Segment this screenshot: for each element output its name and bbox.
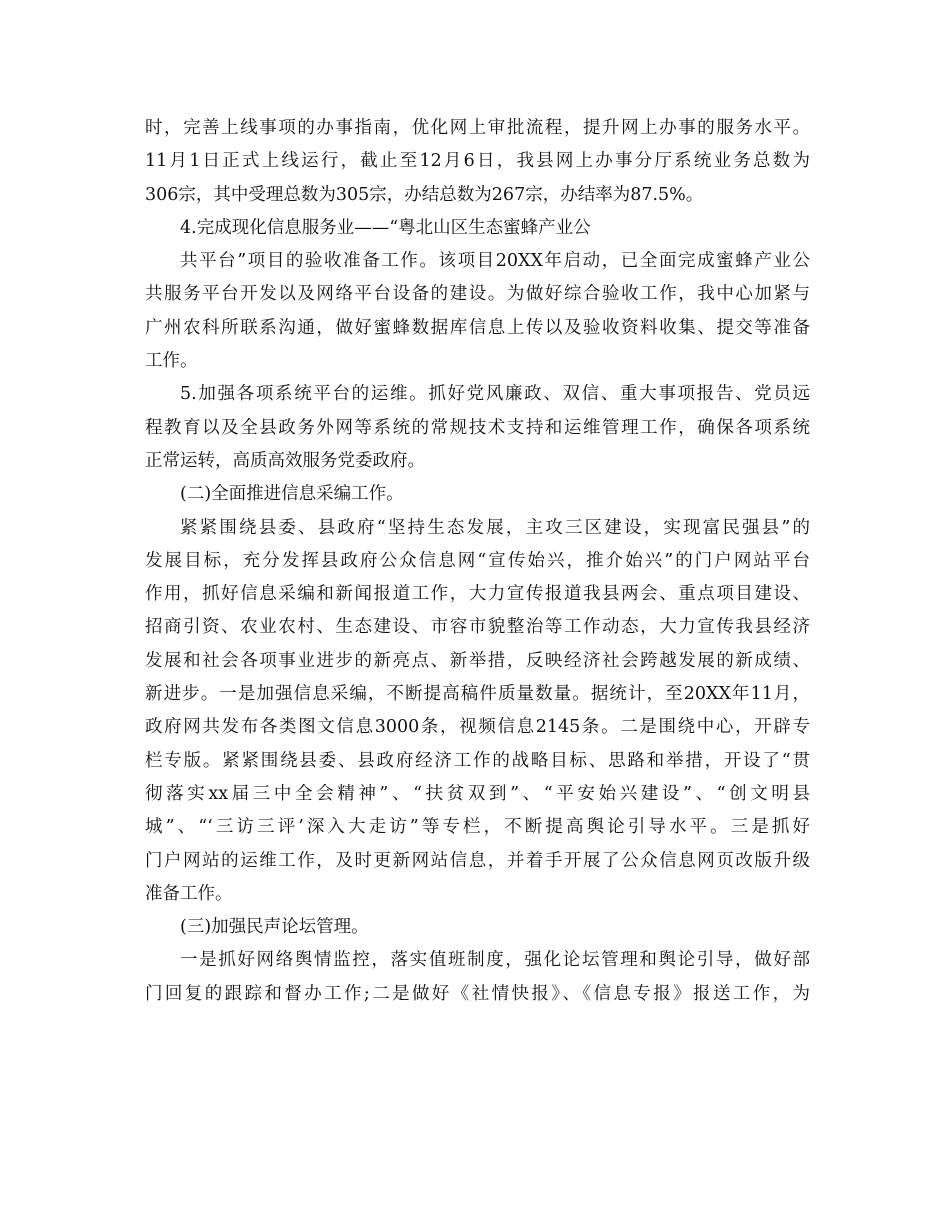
text-line: 门户网站的运维工作，及时更新网站信息，并着手开展了公众信息网页改版升级 (145, 850, 810, 871)
text-line: 程教育以及全县政务外网等系统的常规技术支持和运维管理工作，确保各项系统 (145, 417, 810, 438)
text-line: 招商引资、农业农村、生态建设、市容市貌整治等工作动态，大力宣传我县经济 (145, 617, 810, 638)
text-line: 时，完善上线事项的办事指南，优化网上审批流程，提升网上办事的服务水平。 (145, 118, 810, 138)
text-line: 广州农科所联系沟通，做好蜜蜂数据库信息上传以及验收资料收集、提交等准备 (145, 317, 810, 338)
text-line: 5.加强各项系统平台的运维。抓好党风廉政、双信、重大事项报告、党员远 (180, 384, 810, 405)
text-line: 11月1日正式上线运行，截止至12月6日，我县网上办事分厅系统业务总数为 (145, 151, 810, 172)
text-line: 彻落实xx届三中全会精神”、“扶贫双到”、“平安始兴建设”、“创文明县 (145, 783, 810, 804)
text-line: 工作。 (145, 351, 198, 372)
text-line: 发展目标，充分发挥县政府公众信息网“宣传始兴，推介始兴”的门户网站平台 (145, 550, 810, 571)
text-line: 共服务平台开发以及网络平台设备的建设。为做好综合验收工作，我中心加紧与 (145, 284, 810, 305)
document-body (145, 112, 810, 1011)
text-line: 准备工作。 (145, 883, 233, 904)
text-line: (二)全面推进信息采编工作。 (180, 484, 404, 505)
text-line: 4.完成现化信息服务业——“粤北山区生态蜜蜂产业公 (180, 217, 591, 238)
text-line: 306宗，其中受理总数为305宗，办结总数为267宗，办结率为87.5%。 (145, 184, 704, 205)
text-line: (三)加强民声论坛管理。 (180, 917, 369, 938)
text-line: 政府网共发布各类图文信息3000条，视频信息2145条。二是围绕中心，开辟专 (145, 717, 810, 738)
text-line: 一是抓好网络舆情监控，落实值班制度，强化论坛管理和舆论引导，做好部 (180, 950, 810, 971)
text-line: 正常运转，高质高效服务党委政府。 (145, 450, 425, 471)
text-line: 作用，抓好信息采编和新闻报道工作，大力宣传报道我县两会、重点项目建设、 (145, 584, 810, 605)
text-line: 门回复的跟踪和督办工作;二是做好《社情快报》、《信息专报》报送工作，为 (145, 983, 810, 1004)
text-line: 城”、“‘三访三评’深入大走访”等专栏，不断提高舆论引导水平。三是抓好 (145, 817, 810, 838)
text-line: 紧紧围绕县委、县政府“坚持生态发展，主攻三区建设，实现富民强县”的 (180, 517, 810, 538)
text-line: 新进步。一是加强信息采编，不断提高稿件质量数量。据统计，至20XX年11月， (145, 684, 810, 705)
text-line: 栏专版。紧紧围绕县委、县政府经济工作的战略目标、思路和举措，开设了“贯 (145, 750, 810, 771)
text-line: 共平台”项目的验收准备工作。该项目20XX年启动，已全面完成蜜蜂产业公 (180, 251, 810, 272)
text-line: 发展和社会各项事业进步的新亮点、新举措，反映经济社会跨越发展的新成绩、 (145, 650, 810, 671)
